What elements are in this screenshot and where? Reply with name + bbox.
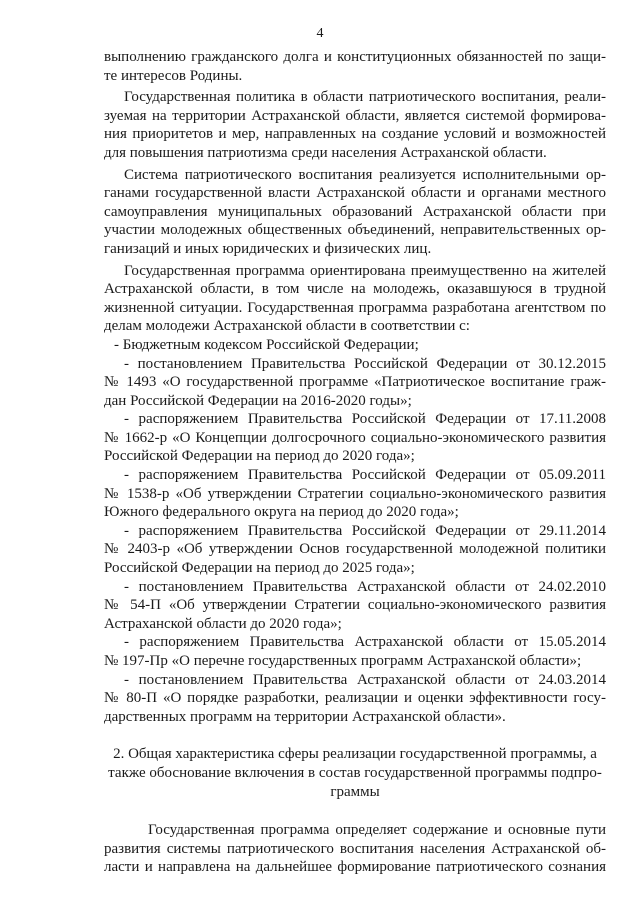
text-line: для повышения патриотизма среди населения Астраханской области.: [104, 144, 547, 161]
text-line: - постановлением Правительства Российской Федерации от 30.12.2015: [124, 355, 606, 372]
document-body: [104, 48, 606, 877]
text-line: № 80-П «О порядке разработки, реализации и оценки эффективности госу-: [104, 690, 606, 707]
list-item: [104, 522, 606, 578]
text-line: Государственная программа определяет содержание и основные пути: [148, 822, 606, 839]
list-item: [104, 671, 606, 727]
text-line: № 2403-р «Об утверждении Основ государственной молодежной политики: [104, 541, 606, 558]
text-line: № 1538-р «Об утверждении Стратегии социально-экономического развития: [104, 485, 606, 502]
paragraph: [104, 88, 606, 162]
text-line: дан Российской Федерации на 2016-2020 годы»;: [104, 392, 412, 409]
list-item: [104, 336, 606, 355]
text-line: Астраханской области до 2020 года»;: [104, 615, 342, 632]
text-line: дарственных программ на территории Астраханской области».: [104, 708, 506, 725]
page-number: 4: [316, 26, 324, 41]
text-line: самоуправления муниципальных образований Астраханской области при: [104, 203, 606, 220]
paragraph: [104, 48, 606, 85]
text-line: № 1493 «О государственной программе «Патриотическое воспитание граж-: [104, 374, 606, 391]
heading-line: 2. Общая характеристика сферы реализации государственной программы, а: [113, 746, 597, 763]
text-line: Система патриотического воспитания реализуется исполнительными ор-: [124, 166, 606, 183]
text-line: - распоряжением Правительства Российской Федерации от 05.09.2011: [124, 467, 606, 484]
text-line: ния приоритетов и мер, направленных на создание условий и возможностей: [104, 126, 606, 143]
text-line: - распоряжением Правительства Российской Федерации от 17.11.2008: [124, 411, 606, 428]
text-line: Астраханской области, в том числе на молодежь, оказавшуюся в трудной: [104, 281, 606, 298]
section-heading: [104, 745, 606, 801]
text-line: Российской Федерации на период до 2025 года»;: [104, 560, 415, 577]
text-line: Южного федерального округа на период до 2020 года»;: [104, 504, 459, 521]
text-line: Государственная политика в области патриотического воспитания, реали-: [124, 89, 606, 106]
text-line: участии молодежных общественных объединений, неправительственных ор-: [104, 222, 606, 239]
text-line: - распоряжением Правительства Российской Федерации от 29.11.2014: [124, 522, 606, 539]
text-line: жизненной ситуации. Государственная программа разработана агентством по: [104, 299, 606, 316]
list-item: [104, 410, 606, 466]
list-item: [104, 355, 606, 411]
text-line: выполнению гражданского долга и конституционных обязанностей по защи-: [104, 49, 606, 65]
text-line: Государственная программа ориентирована преимущественно на жителей: [124, 262, 606, 279]
text-line: № 1662-р «О Концепции долгосрочного социально-экономического развития: [104, 429, 606, 446]
list-item: [104, 633, 606, 670]
text-line: № 54-П «Об утверждении Стратегии социально-экономического развития: [104, 597, 606, 614]
text-line: Российской Федерации на период до 2020 года»;: [104, 448, 415, 465]
text-line: развития системы патриотического воспитания населения Астраханской об-: [104, 840, 606, 857]
text-line: - Бюджетным кодексом Российской Федерации;: [114, 336, 419, 353]
heading-line: граммы: [330, 783, 380, 800]
text-line: - распоряжением Правительства Астраханской области от 15.05.2014: [124, 634, 606, 651]
paragraph: [104, 262, 606, 336]
heading-line: также обоснование включения в состав государственной программы подпро-: [108, 764, 602, 781]
legal-basis-list: [104, 336, 606, 726]
text-line: ганизаций и иных юридических и физических лиц.: [104, 240, 432, 257]
text-line: ласти и направлена на дальнейшее формирование патриотического сознания: [104, 859, 606, 876]
text-line: - постановлением Правительства Астраханской области от 24.03.2014: [124, 671, 606, 688]
text-line: зуемая на территории Астраханской области, является системой формирова-: [104, 107, 606, 124]
list-item: [104, 578, 606, 634]
text-line: ганами государственной власти Астраханской области и органами местного: [104, 185, 606, 202]
paragraph: [104, 821, 606, 877]
list-item: [104, 466, 606, 522]
text-line: те интересов Родины.: [104, 67, 243, 84]
text-line: № 197-Пр «О перечне государственных программ Астраханской области»;: [104, 653, 582, 669]
text-line: - постановлением Правительства Астраханской области от 24.02.2010: [124, 578, 606, 595]
text-line: делам молодежи Астраханской области в соответствии с:: [104, 318, 470, 335]
paragraph: [104, 166, 606, 259]
